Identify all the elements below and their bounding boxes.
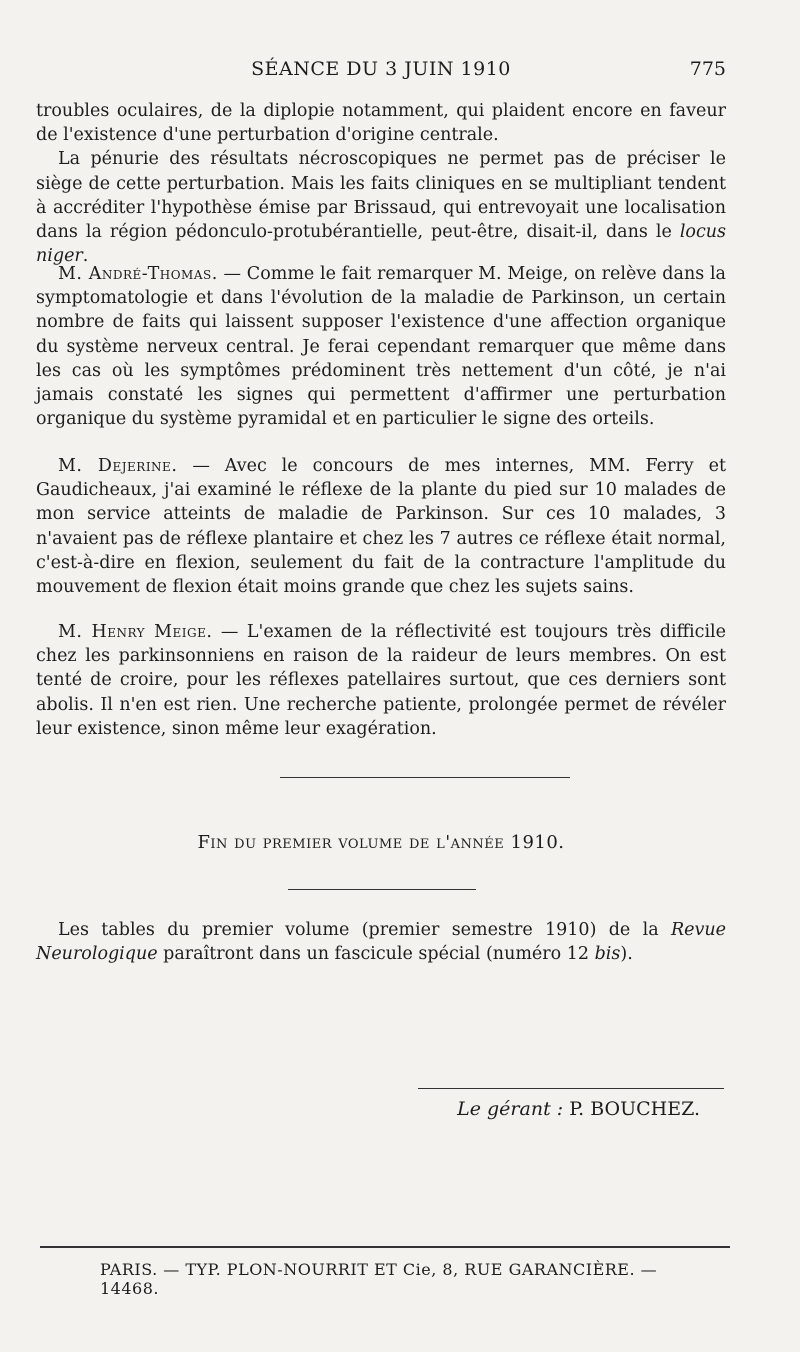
page-header xyxy=(36,58,726,88)
signature xyxy=(457,1098,700,1120)
speaker-name: M. Henry Meige. xyxy=(58,622,213,642)
paragraph-continuation xyxy=(36,99,726,147)
separator-rule-short xyxy=(288,889,476,890)
italic-term: locus niger xyxy=(36,222,726,267)
notice-text: paraîtront dans un fascicule spécial (numéro 12 xyxy=(157,944,595,965)
body-text-upper xyxy=(36,99,726,268)
printer-imprint: PARIS. — TYP. PLON-NOURRIT ET Cie, 8, RUE GARANCIÈRE. — 14468. xyxy=(100,1260,658,1298)
notice-text: Les tables du premier volume (premier semestre 1910) de la xyxy=(58,920,671,940)
volume-end-title: Fin du premier volume de l'année 1910. xyxy=(197,832,565,853)
speaker-name: M. Dejerine. xyxy=(58,456,178,476)
comment-text: — Avec le concours de mes internes, MM. Ferry et Gaudicheaux, j'ai examiné le réflexe de la plante du pied sur 10 malades de mon service atteints de maladie de Parkinson. Sur ces 10 malades, 3 n'avaient pas de réflexe plantaire et chez les 7 autres ce réflexe était normal, c'est-à-dire en flexion, seulement du fait de la contracture l'amplitude du mouvement de flexion était moins grande que chez les sujets sains. xyxy=(36,456,726,598)
journal-title: Revue Neurologique xyxy=(36,920,726,965)
issue-suffix: bis xyxy=(594,944,621,965)
paragraph-text: troubles oculaires, de la diplopie notamment, qui plaident encore en faveur de l'existence d'une perturbation d'origine centrale. xyxy=(36,101,726,146)
signature-rule xyxy=(418,1088,724,1089)
paragraph-text-end: . xyxy=(82,246,89,267)
speaker-name: M. André-Thomas. xyxy=(58,264,218,284)
page-number: 775 xyxy=(689,58,726,80)
footer-rule xyxy=(40,1246,730,1248)
comment-henry-meige xyxy=(36,620,726,741)
separator-rule xyxy=(280,777,570,778)
comment-text: — L'examen de la réflectivité est toujours très difficile chez les parkinsonniens en raison de la raideur de leurs membres. On est tenté de croire, pour les réflexes patellaires surtout, que ces derniers sont abolis. Il n'en est rien. Une recherche patiente, prolongée permet de révéler leur existence, sinon même leur exagération. xyxy=(36,622,726,739)
comment-dejerine xyxy=(36,454,726,599)
tables-notice xyxy=(36,918,726,966)
notice-text-end: ). xyxy=(620,944,633,965)
running-title: SÉANCE DU 3 JUIN 1910 xyxy=(251,58,511,80)
paragraph-brissaud xyxy=(36,147,726,268)
signature-name: P. BOUCHEZ. xyxy=(569,1098,700,1120)
comment-text: — Comme le fait remarquer M. Meige, on relève dans la symptomatologie et dans l'évolution de la maladie de Parkinson, un certain nombre de faits qui laissent supposer l'existence d'une affection organique du système nerveux central. Je ferai cependant remarquer que même dans les cas où les symptômes prédominent très nettement d'un côté, je n'ai jamais constaté les signes qui permettent d'affirmer une perturbation organique du système pyramidal et en particulier le signe des orteils. xyxy=(36,264,726,430)
signature-label: Le gérant : xyxy=(457,1098,564,1120)
paragraph-text: La pénurie des résultats nécroscopiques ne permet pas de préciser le siège de cette perturbation. Mais les faits cliniques en se multipliant tendent à accréditer l'hypothèse émise par Brissaud, qui entrevoyait une localisation dans la région pédonculo-protubérantielle, peut-être, disait-il, dans le xyxy=(36,149,726,243)
comment-andre-thomas xyxy=(36,262,726,431)
